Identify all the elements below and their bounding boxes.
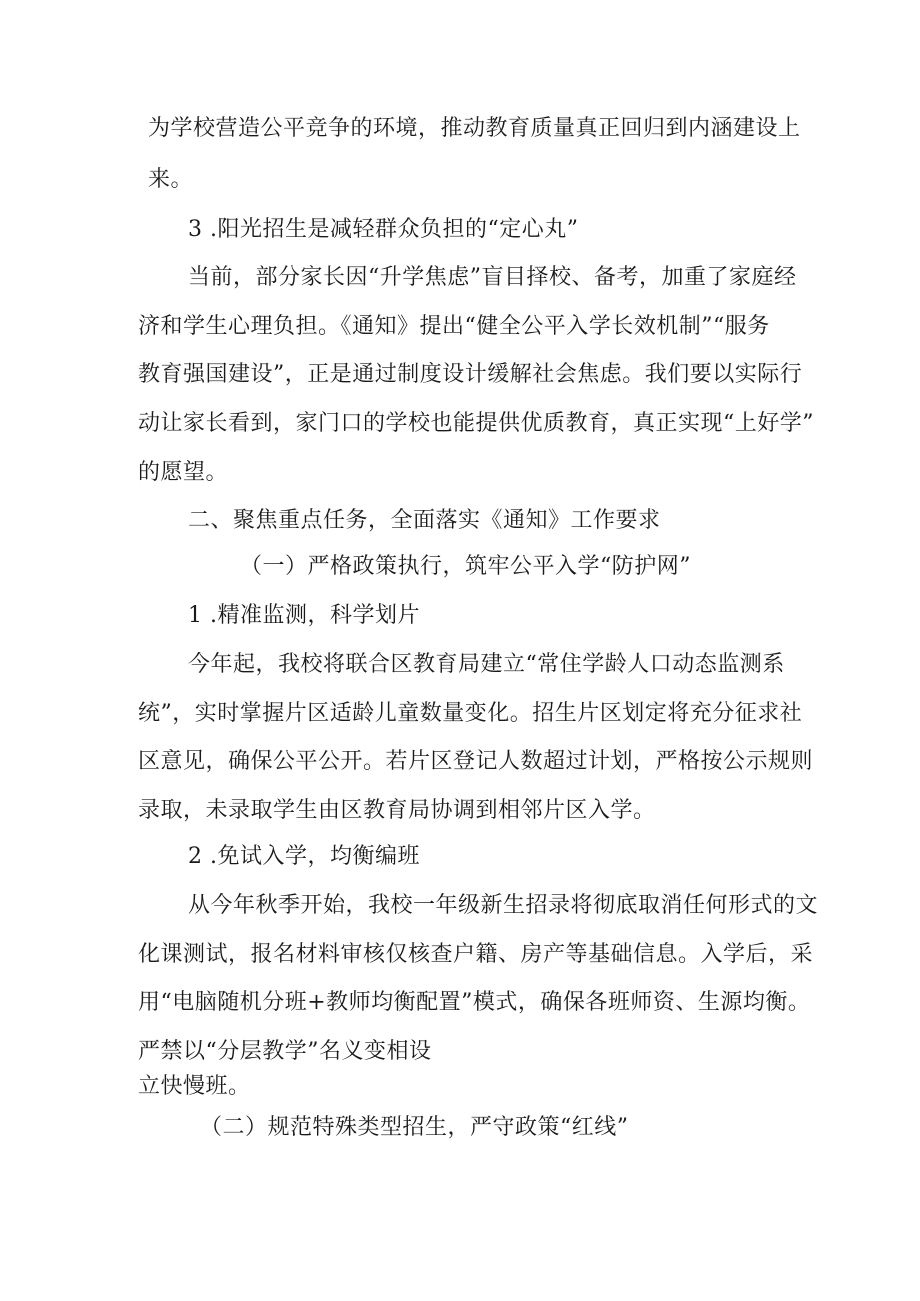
paragraph-line: 当前，部分家长因“升学焦虑”盲目择校、备考，加重了家庭经 bbox=[188, 265, 797, 290]
paragraph-line: 今年起，我校将联合区教育局建立“常住学龄人口动态监测系 bbox=[188, 652, 785, 677]
paragraph-line: 为学校营造公平竞争的环境，推动教育质量真正回归到内涵建设上 bbox=[148, 116, 801, 141]
paragraph-line: 化课测试，报名材料审核仅核查户籍、房产等基础信息。入学后，采 bbox=[138, 942, 814, 967]
section-heading: 1 .精准监测，科学划片 bbox=[188, 603, 420, 628]
paragraph-line: 统”，实时掌握片区适龄儿童数量变化。招生片区划定将充分征求社 bbox=[138, 701, 803, 726]
subsection-heading: （一）严格政策执行，筑牢公平入学“防护网” bbox=[240, 554, 691, 579]
paragraph-line: 教育强国建设”，正是通过制度设计缓解社会焦虑。我们要以实际行 bbox=[138, 362, 803, 387]
chapter-heading: 二、聚焦重点任务，全面落实《通知》工作要求 bbox=[188, 508, 661, 533]
paragraph-line: 录取，未录取学生由区教育局协调到相邻片区入学。 bbox=[138, 798, 656, 823]
paragraph-line: 立快慢班。 bbox=[138, 1074, 251, 1099]
subsection-heading: （二）规范特殊类型招生，严守政策“红线” bbox=[200, 1115, 629, 1140]
section-heading: 3 .阳光招生是减轻群众负担的“定心丸” bbox=[188, 217, 579, 242]
paragraph-line: 从今年秋季开始，我校一年级新生招录将彻底取消任何形式的文 bbox=[188, 893, 819, 918]
paragraph-line: 的愿望。 bbox=[138, 460, 229, 485]
paragraph-line: 严禁以“分层教学”名义变相设 bbox=[138, 1039, 432, 1064]
section-heading: 2 .免试入学，均衡编班 bbox=[188, 844, 420, 869]
paragraph-line: 动让家长看到，家门口的学校也能提供优质教育，真正实现“上好学” bbox=[138, 411, 814, 436]
paragraph-line: 来。 bbox=[148, 167, 194, 192]
paragraph-line: 用“电脑随机分班+教师均衡配置”模式，确保各班师资、生源均衡。 bbox=[138, 990, 811, 1015]
paragraph-line: 区意见，确保公平公开。若片区登记人数超过计划，严格按公示规则 bbox=[138, 749, 814, 774]
paragraph-line: 济和学生心理负担。《通知》提出“健全公平入学长效机制”“服务 bbox=[138, 314, 770, 339]
